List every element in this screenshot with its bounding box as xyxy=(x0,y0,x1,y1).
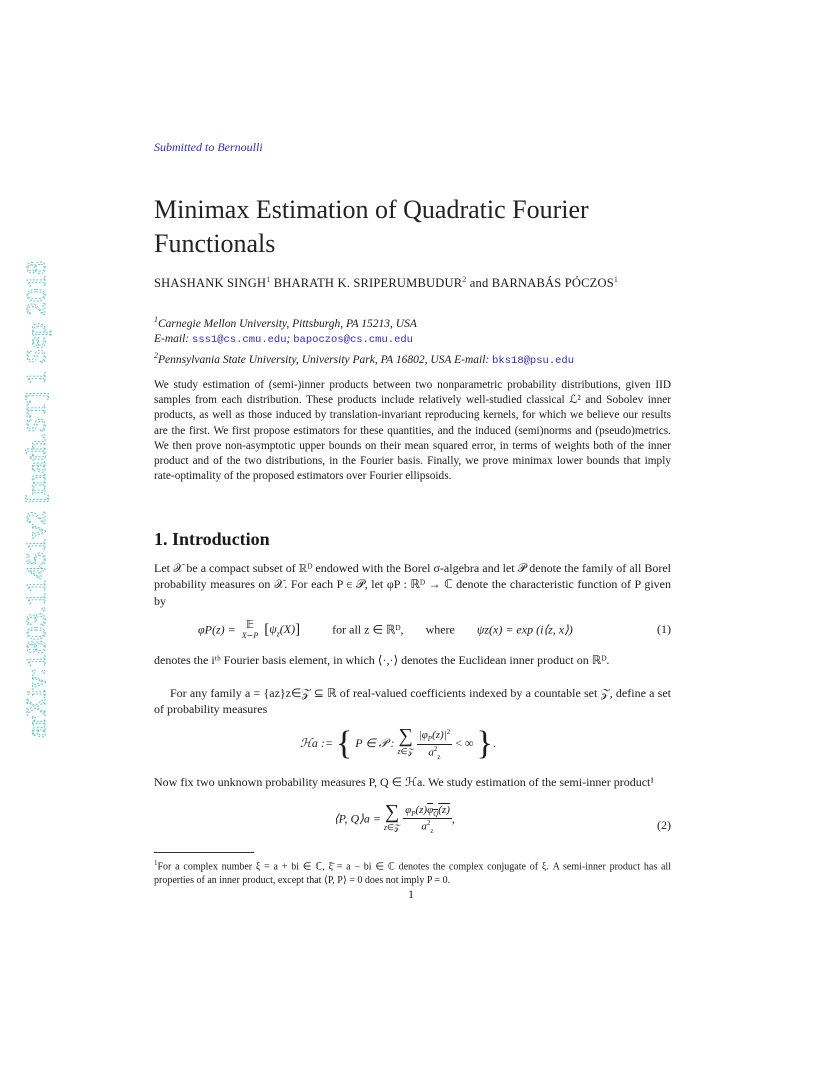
footnote-1-sup: 1 xyxy=(154,859,158,867)
page-number: 1 xyxy=(408,887,414,901)
email-link-3[interactable]: bks18@psu.edu xyxy=(492,354,575,367)
author-2-sup[interactable]: 2 xyxy=(462,275,467,284)
eqh-fraction: $\frac{|\varphi_P(z)|^2}{a^2_z}$ xyxy=(418,727,451,761)
eq1-lhs: φP(z) = xyxy=(198,622,236,637)
intro-paragraph-4: Now fix two unknown probability measures P, Q ∈ ℋa. We study estimation of the semi-inner product¹ xyxy=(154,775,654,789)
author-and: and xyxy=(469,276,489,291)
equation-2-number: (2) xyxy=(657,818,671,832)
intro-paragraph-1: Let 𝒳 be a compact subset of ℝᴰ endowed with the Borel σ-algebra and let 𝒫 denote the family of all Borel probability measures on 𝒳. For each P ∈ 𝒫, let φP : ℝᴰ → ℂ denote the characteristic function of P given by xyxy=(154,561,671,608)
section-heading xyxy=(154,529,270,550)
equation-1-number: (1) xyxy=(657,622,671,636)
email-link-1[interactable]: sss1@cs.cmu.edu xyxy=(192,333,287,346)
paper-title: Minimax Estimation of Quadratic Fourier Functionals xyxy=(154,195,589,258)
abstract: We study estimation of (semi-)inner products between two nonparametric probability distributions, given IID samples from each distribution. These products include relatively well-studied classical ℒ² and Sobolev inner products, as well as those induced by translation-invariant reproducing kernels, for which we believe our results are the first. We first propose estimators for these quantities, and the induced (semi)norms and (pseudo)metrics. We then prove non-asymptotic upper bounds on their mean squared error, in terms of weights both of the inner product and of the two distributions, in the Fourier basis. Finally, we prove minimax lower bounds that imply rate-optimality of the proposed estimators over Fourier ellipsoids. xyxy=(154,379,671,483)
equation-2 xyxy=(154,800,671,848)
author-1: SHASHANK SINGH xyxy=(154,276,267,291)
equation-h-body: ℋa := { P ∈ 𝒫 : ∑ z∈𝒵 $\frac{|\varphi_P(z)|^2}{a^2_z}$ < ∞ }. xyxy=(300,725,496,762)
equation-2-body: ⟨P, Q⟩a = ∑ z∈𝒵 $\frac{\varphi_P(z)\varphi_Q(z)}{a^2_z}$ , xyxy=(334,800,455,836)
section-title: Introduction xyxy=(172,529,270,549)
eq2-sum: ∑ z∈𝒵 xyxy=(383,800,401,832)
eq1-bracket-open: [ xyxy=(264,621,270,638)
affiliation-2 xyxy=(154,348,674,369)
intro-paragraph-2: denotes the iᵗʰ Fourier basis element, in which ⟨·,·⟩ denotes the Euclidean inner product on ℝᴰ. xyxy=(154,653,610,667)
author-3: BARNABÁS PÓCZOS xyxy=(491,276,614,291)
author-1-sup[interactable]: 1 xyxy=(266,275,271,284)
footnote-rule xyxy=(154,852,254,853)
eqh-lt-inf: < ∞ xyxy=(455,735,474,750)
affiliation-1-sup: 1 xyxy=(154,315,158,324)
intro-paragraph-3: For any family a = {az}z∈𝒵 ⊆ ℝ of real-valued coefficients indexed by a countable set 𝒵, define a set of probability measures xyxy=(154,686,671,717)
affiliation-1-text: Carnegie Mellon University, Pittsburgh, PA 15213, USA xyxy=(158,317,417,330)
eqh-set-element: P ∈ 𝒫 : xyxy=(355,735,395,750)
email-link-2[interactable]: bapoczos@cs.cmu.edu xyxy=(293,333,413,346)
affiliation-2-text: Pennsylvania State University, University Park, PA 16802, USA xyxy=(158,353,452,366)
affiliation-1-email-label: E-mail: xyxy=(154,332,190,345)
eqh-lhs: ℋa := xyxy=(300,735,333,750)
equation-h-set xyxy=(154,725,671,769)
author-2: BHARATH K. SRIPERUMBUDUR xyxy=(273,276,463,291)
affiliation-2-email-label: E-mail: xyxy=(454,353,490,366)
journal-header: Submitted to Bernoulli xyxy=(154,140,263,154)
eq2-fraction: $\frac{\varphi_P(z)\varphi_Q(z)}{a^2_z}$ xyxy=(405,804,450,836)
equation-1 xyxy=(154,620,671,646)
eq1-bracket-close: ] xyxy=(295,621,301,638)
eq2-lhs: ⟨P, Q⟩a = xyxy=(334,811,381,826)
arxiv-stamp-text: arXiv:1803.11451v2 [math.ST] 1 Sep 2018 xyxy=(20,260,51,738)
eq1-rhs: ψz(x) = exp (i⟨z, x⟩) xyxy=(476,622,573,637)
footnote-1 xyxy=(154,857,671,887)
arxiv-stamp-svg xyxy=(18,250,52,740)
equation-1-body xyxy=(198,620,573,641)
footnote-1-text: For a complex number ξ = a + bi ∈ ℂ, ξ̄ = a − bi ∈ ℂ denotes the complex conjugate of ξ. A semi-inner product has all properties of an inner product, except that ⟨P, P⟩ = 0 does not imply P = 0. xyxy=(154,861,671,886)
eq1-psi: $\psi_z(X)$ xyxy=(269,622,296,639)
arxiv-stamp xyxy=(18,250,52,740)
author-list xyxy=(154,272,674,291)
eqh-brace-open: { xyxy=(335,725,353,762)
affiliation-1 xyxy=(154,312,674,348)
affiliation-2-sup: 2 xyxy=(154,351,158,360)
email-separator: ; xyxy=(286,332,291,345)
eqh-brace-close: } xyxy=(476,725,493,762)
eq1-for-all: for all z ∈ ℝᴰ, xyxy=(332,622,404,637)
author-3-sup[interactable]: 1 xyxy=(613,275,619,284)
eq1-where: where xyxy=(425,622,455,637)
eq1-expectation: 𝔼 X∼P xyxy=(241,619,259,640)
eqh-sum: ∑ z∈𝒵 xyxy=(397,725,414,756)
section-number: 1. xyxy=(154,529,168,549)
